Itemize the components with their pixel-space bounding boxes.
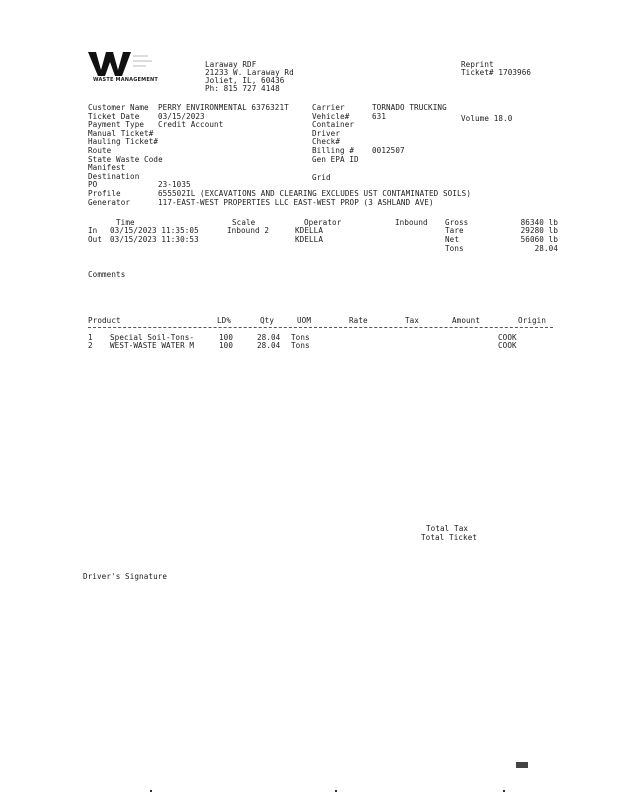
amount-header: Amount — [452, 316, 481, 325]
total-ticket-label: Total Ticket — [421, 533, 478, 542]
weigh-header-operator: Operator — [304, 218, 342, 227]
scan-dot — [503, 790, 505, 792]
ticket-field-label: Generator — [88, 197, 131, 207]
ticket-field-label: Manifest — [88, 163, 126, 173]
reprint-label: Reprint — [461, 60, 494, 69]
product-row-1-name: Special Soil-Tons- — [110, 333, 195, 342]
ticket-field-label: State Waste Code — [88, 154, 163, 164]
product-row-1-num: 1 — [88, 333, 93, 342]
company-name: WASTE MANAGEMENT — [93, 77, 158, 83]
address-line-1: 21233 W. Laraway Rd — [205, 68, 294, 77]
ticket-number: Ticket# 1703966 — [461, 68, 532, 77]
net-value: 56060 lb — [520, 235, 558, 244]
tons-label: Tons — [445, 244, 464, 253]
tons-value: 28.04 — [534, 244, 558, 253]
total-tax-label: Total Tax — [426, 524, 469, 533]
carrier-field-label: Driver — [312, 128, 341, 138]
ticket-field-value: 655502IL (EXCAVATIONS AND CLEARING EXCLUDES UST CONTAMINATED SOILS) — [158, 189, 472, 198]
carrier-field-label: Container — [312, 120, 355, 130]
weigh-row-in-operator: KDELLA — [295, 226, 324, 235]
ld-header: LD% — [217, 316, 232, 325]
ticket-field-value: 117-EAST-WEST PROPERTIES LLC EAST-WEST PROP (3 ASHLAND AVE) — [158, 197, 434, 207]
product-row-1-uom: Tons — [291, 333, 310, 342]
page-stamp-mark — [516, 762, 528, 768]
ticket-field-value: 03/15/2023 — [158, 111, 205, 121]
weigh-row-out-time: 03/15/2023 11:30:53 — [110, 235, 199, 244]
carrier-field-value: TORNADO TRUCKING — [372, 103, 447, 112]
product-row-1-origin: COOK — [498, 333, 517, 342]
tax-header: Tax — [405, 316, 420, 325]
ticket-field-label: Profile — [88, 189, 121, 198]
carrier-field-label: Carrier — [312, 103, 345, 112]
ticket-field-value: Credit Account — [158, 120, 224, 130]
uom-header: UOM — [297, 316, 312, 325]
carrier-field-value: 0012507 — [372, 146, 405, 155]
product-row-2-num: 2 — [88, 341, 93, 350]
gross-value: 86340 lb — [520, 218, 558, 227]
carrier-field-label: Gen EPA ID — [312, 154, 359, 164]
weigh-row-in-dir: In — [88, 226, 98, 235]
weigh-header-time: Time — [116, 218, 135, 227]
weigh-header-inbound: Inbound — [395, 218, 428, 227]
origin-header: Origin — [518, 316, 547, 325]
weigh-row-out-operator: KDELLA — [295, 235, 324, 244]
weigh-row-in-time: 03/15/2023 11:35:05 — [110, 226, 199, 235]
carrier-field-label: Vehicle# — [312, 111, 350, 121]
rate-header: Rate — [349, 316, 368, 325]
ticket-field-label: Customer Name — [88, 103, 149, 112]
volume: Volume 18.0 — [461, 114, 513, 123]
product-row-2-origin: COOK — [498, 341, 517, 350]
table-divider — [88, 327, 553, 328]
product-row-2-uom: Tons — [291, 341, 310, 350]
gross-label: Gross — [445, 218, 469, 227]
product-row-1-qty: 28.04 — [257, 333, 281, 342]
product-row-2-name: WEST-WASTE WATER M — [110, 341, 195, 350]
grid-label: Grid — [312, 173, 331, 182]
carrier-field-label: Check# — [312, 137, 341, 147]
product-row-1-ld: 100 — [219, 333, 234, 342]
tare-value: 29280 lb — [520, 226, 558, 235]
ticket-field-label: PO — [88, 180, 98, 190]
product-header: Product — [88, 316, 121, 325]
carrier-field-label: Billing # — [312, 146, 355, 155]
carrier-field-value: 631 — [372, 111, 387, 121]
ticket-field-value: PERRY ENVIRONMENTAL 6376321T — [158, 103, 289, 112]
comments-label: Comments — [88, 270, 126, 279]
ticket-field-label: Manual Ticket# — [88, 128, 154, 138]
ticket-field-label: Ticket Date — [88, 111, 140, 121]
qty-header: Qty — [260, 316, 275, 325]
ticket-field-label: Route — [88, 146, 112, 155]
address-line-2: Joliet, IL, 60436 — [205, 76, 285, 85]
scan-dot — [335, 790, 337, 792]
product-row-2-qty: 28.04 — [257, 341, 281, 350]
net-label: Net — [445, 235, 460, 244]
site-phone: Ph: 815 727 4148 — [205, 84, 280, 93]
product-row-2-ld: 100 — [219, 341, 234, 350]
weigh-row-out-dir: Out — [88, 235, 103, 244]
weigh-header-scale: Scale — [232, 218, 256, 227]
ticket-field-label: Payment Type — [88, 120, 145, 130]
scan-dot — [150, 790, 152, 792]
tare-label: Tare — [445, 226, 464, 235]
driver-signature-label: Driver's Signature — [83, 572, 168, 581]
weigh-row-in-scale: Inbound 2 — [227, 226, 270, 235]
site-name: Laraway RDF — [205, 60, 257, 69]
ticket-field-value: 23-1035 — [158, 180, 191, 190]
ticket-field-label: Destination — [88, 171, 140, 181]
ticket-field-label: Hauling Ticket# — [88, 137, 159, 147]
